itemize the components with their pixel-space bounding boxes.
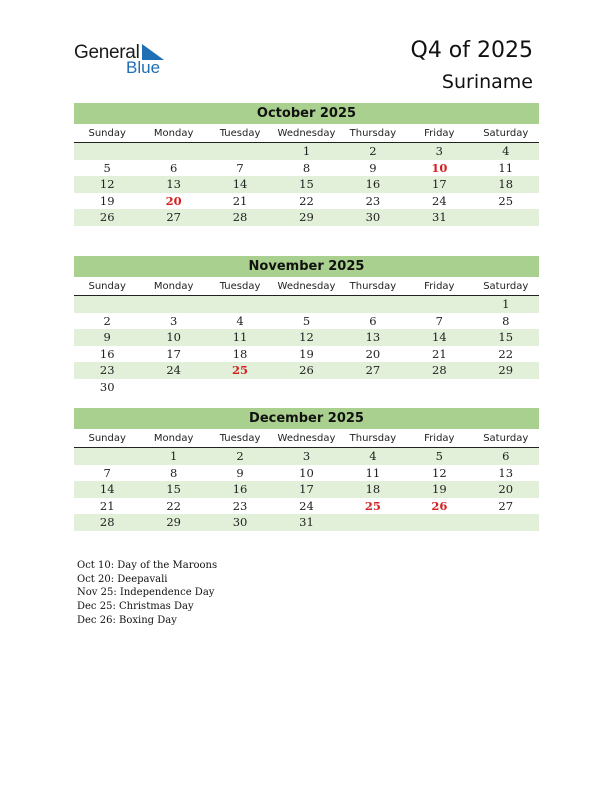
- week-row: [74, 176, 539, 193]
- day-cell: 16: [365, 177, 381, 191]
- day-cell: 13: [498, 465, 514, 480]
- month-calendar: [74, 256, 539, 395]
- logo-word-general: General: [74, 42, 140, 63]
- day-cell: 22: [166, 498, 181, 513]
- day-cell: 26: [99, 210, 115, 224]
- day-cell: 28: [432, 363, 447, 377]
- holiday-note: Dec 26: Boxing Day: [77, 614, 177, 626]
- day-cell: 5: [103, 160, 111, 175]
- weekday-label: Friday: [424, 433, 455, 444]
- day-cell: 25: [498, 193, 514, 208]
- day-cell: [340, 514, 406, 531]
- day-cell: [273, 379, 339, 396]
- day-cell: 3: [169, 313, 178, 328]
- day-cell: 19: [432, 482, 447, 496]
- day-cell: 10: [431, 160, 448, 175]
- day-cell: 29: [299, 210, 314, 224]
- day-cell: 6: [369, 313, 377, 328]
- day-cell: 26: [431, 498, 448, 513]
- day-cell: 15: [498, 330, 514, 344]
- week-row: [74, 465, 539, 482]
- brand-logo: [74, 42, 161, 77]
- day-cell: 26: [299, 363, 314, 377]
- day-cell: 21: [432, 346, 447, 361]
- day-cell: 10: [166, 330, 181, 344]
- day-cell: 4: [369, 449, 377, 463]
- day-cell: 1: [169, 449, 178, 463]
- holiday-note: Nov 25: Independence Day: [77, 587, 215, 599]
- day-cell: 14: [432, 330, 447, 344]
- day-cell: 12: [99, 177, 115, 191]
- day-cell: [406, 296, 472, 313]
- weekday-label: Thursday: [349, 433, 397, 444]
- week-row: [74, 193, 539, 210]
- day-cell: 8: [502, 313, 510, 328]
- week-row: [74, 143, 539, 160]
- weekday-label: Wednesday: [277, 281, 336, 292]
- holiday-note: Dec 25: Christmas Day: [77, 601, 194, 613]
- day-cell: [340, 296, 406, 313]
- day-cell: 5: [302, 313, 311, 328]
- day-cell: 1: [502, 297, 510, 311]
- country-name: Suriname: [441, 71, 533, 93]
- day-cell: 20: [365, 346, 381, 361]
- day-cell: 23: [99, 363, 115, 377]
- weekday-label: Tuesday: [219, 128, 261, 139]
- weekday-label: Thursday: [349, 281, 397, 292]
- weekday-label: Monday: [153, 128, 194, 139]
- day-cell: 11: [365, 465, 381, 480]
- day-cell: 30: [232, 515, 248, 529]
- day-cell: 9: [103, 330, 111, 344]
- day-cell: 22: [498, 346, 514, 361]
- day-cell: 12: [299, 330, 314, 344]
- weekday-label: Tuesday: [219, 433, 261, 444]
- day-cell: 1: [302, 144, 311, 158]
- day-cell: 19: [99, 193, 115, 208]
- day-cell: 6: [502, 449, 510, 463]
- day-cell: 23: [232, 498, 248, 513]
- day-cell: 4: [236, 313, 244, 328]
- day-cell: 17: [166, 346, 181, 361]
- day-cell: 21: [232, 193, 248, 208]
- weekday-header: [74, 431, 539, 448]
- week-row: [74, 481, 539, 498]
- day-cell: 28: [232, 210, 248, 224]
- weekday-header: [74, 279, 539, 296]
- weekday-label: Wednesday: [277, 128, 336, 139]
- day-cell: 30: [365, 210, 381, 224]
- weekday-label: Sunday: [88, 281, 126, 292]
- day-cell: [207, 296, 273, 313]
- week-row: [74, 296, 539, 313]
- logo-word-blue: Blue: [126, 58, 161, 77]
- weekday-label: Thursday: [349, 128, 397, 139]
- day-cell: [207, 379, 273, 396]
- day-cell: 12: [432, 465, 447, 480]
- day-cell: 20: [165, 193, 182, 208]
- month-calendar: [74, 103, 539, 226]
- day-cell: 30: [99, 379, 115, 394]
- day-cell: 7: [435, 313, 443, 328]
- day-cell: [74, 296, 140, 313]
- weekday-label: Tuesday: [219, 281, 261, 292]
- day-cell: 13: [365, 330, 381, 344]
- week-row: [74, 498, 539, 515]
- day-cell: 25: [364, 498, 381, 513]
- day-cell: 22: [299, 193, 314, 208]
- day-cell: 8: [169, 465, 178, 480]
- weekday-label: Saturday: [483, 281, 529, 292]
- day-cell: 19: [299, 346, 314, 361]
- day-cell: [473, 379, 539, 396]
- month-title: November 2025: [74, 256, 539, 277]
- week-row: [74, 448, 539, 465]
- day-cell: 21: [99, 498, 115, 513]
- holiday-note: Oct 20: Deepavali: [77, 573, 168, 585]
- day-cell: [74, 448, 140, 465]
- day-cell: 14: [99, 482, 115, 496]
- weekday-label: Wednesday: [277, 433, 336, 444]
- weekday-label: Saturday: [483, 433, 529, 444]
- day-cell: 9: [236, 465, 244, 480]
- day-cell: [74, 143, 140, 160]
- month-title: December 2025: [74, 408, 539, 429]
- day-cell: 24: [166, 363, 181, 377]
- week-row: [74, 379, 539, 396]
- day-cell: 4: [502, 144, 510, 158]
- week-row: [74, 514, 539, 531]
- month-title: October 2025: [74, 103, 539, 124]
- day-cell: [406, 379, 472, 396]
- day-cell: 7: [103, 465, 111, 480]
- day-cell: 27: [365, 363, 381, 377]
- week-row: [74, 313, 539, 330]
- day-cell: 18: [232, 346, 248, 361]
- day-cell: 2: [236, 449, 244, 463]
- day-cell: 9: [369, 160, 377, 175]
- week-row: [74, 209, 539, 226]
- day-cell: 6: [169, 160, 178, 175]
- month-calendar: [74, 408, 539, 531]
- day-cell: 13: [166, 177, 181, 191]
- day-cell: 18: [498, 177, 514, 191]
- weekday-header: [74, 126, 539, 143]
- day-cell: 11: [498, 160, 514, 175]
- day-cell: 15: [299, 177, 314, 191]
- day-cell: 20: [498, 482, 514, 496]
- day-cell: 27: [498, 498, 514, 513]
- day-cell: 24: [432, 193, 447, 208]
- day-cell: [473, 209, 539, 226]
- day-cell: [140, 379, 206, 396]
- day-cell: 16: [99, 346, 115, 361]
- day-cell: 5: [435, 449, 443, 463]
- week-row: [74, 160, 539, 177]
- day-cell: 2: [103, 313, 111, 328]
- day-cell: [340, 379, 406, 396]
- day-cell: 24: [299, 498, 314, 513]
- weekday-label: Sunday: [88, 433, 126, 444]
- day-cell: 10: [299, 465, 314, 480]
- day-cell: 27: [166, 210, 181, 224]
- week-row: [74, 329, 539, 346]
- day-cell: 29: [498, 363, 514, 377]
- day-cell: [406, 514, 472, 531]
- day-cell: 2: [369, 144, 377, 158]
- weekday-label: Monday: [153, 433, 194, 444]
- day-cell: 7: [236, 160, 244, 175]
- day-cell: 3: [435, 144, 443, 158]
- weekday-label: Monday: [153, 281, 194, 292]
- day-cell: 28: [99, 515, 115, 529]
- day-cell: 14: [232, 177, 248, 191]
- day-cell: [207, 143, 273, 160]
- weekday-label: Saturday: [483, 128, 529, 139]
- day-cell: [140, 143, 206, 160]
- day-cell: 15: [166, 482, 181, 496]
- day-cell: 17: [432, 177, 447, 191]
- day-cell: 3: [302, 449, 311, 463]
- holiday-note: Oct 10: Day of the Maroons: [77, 560, 218, 571]
- day-cell: 29: [166, 515, 181, 529]
- day-cell: 31: [299, 515, 314, 529]
- day-cell: [140, 296, 206, 313]
- page-title: Q4 of 2025: [410, 38, 533, 63]
- day-cell: [473, 514, 539, 531]
- day-cell: 18: [365, 482, 381, 496]
- week-row: [74, 346, 539, 363]
- day-cell: 31: [432, 210, 447, 224]
- day-cell: 8: [302, 160, 311, 175]
- holiday-notes: [77, 559, 217, 628]
- weekday-label: Sunday: [88, 128, 126, 139]
- week-row: [74, 362, 539, 379]
- day-cell: [273, 296, 339, 313]
- weekday-label: Friday: [424, 128, 455, 139]
- day-cell: 17: [299, 482, 314, 496]
- day-cell: 11: [232, 330, 248, 344]
- day-cell: 23: [365, 193, 381, 208]
- day-cell: 16: [232, 482, 248, 496]
- day-cell: 25: [232, 363, 249, 377]
- weekday-label: Friday: [424, 281, 455, 292]
